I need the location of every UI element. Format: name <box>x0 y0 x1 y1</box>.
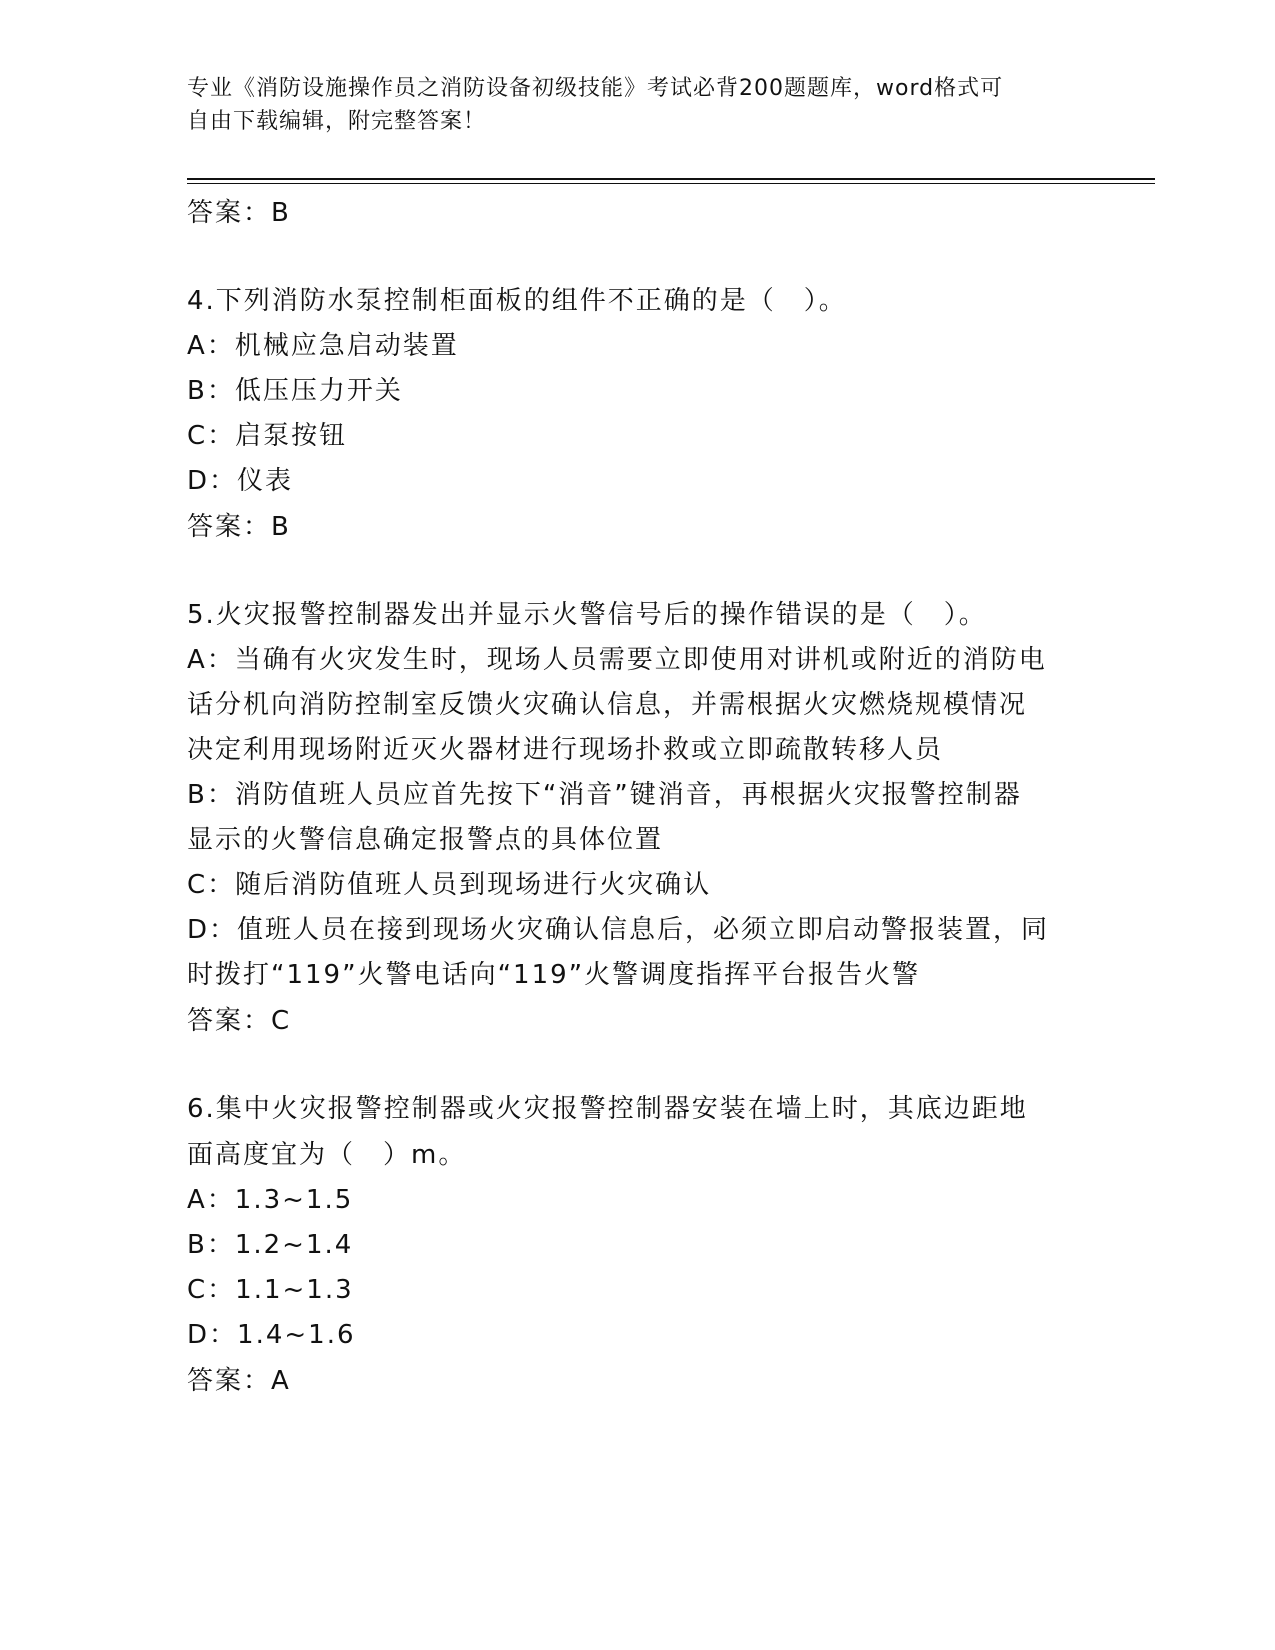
option-c: C：随后消防值班人员到现场进行火灾确认 <box>187 870 712 900</box>
question-4 <box>187 278 1087 550</box>
document-header <box>187 72 1077 138</box>
answer-line: 答案：B <box>187 512 291 542</box>
option-c: C：启泵按钮 <box>187 421 348 451</box>
question-stem: 5.火灾报警控制器发出并显示火警信号后的操作错误的是（ ）。 <box>187 600 987 630</box>
question-stem: 4.下列消防水泵控制柜面板的组件不正确的是（ ）。 <box>187 286 847 316</box>
header-divider-thin <box>187 183 1155 184</box>
option-b <box>187 773 1087 863</box>
option-a: A：1.3~1.5 <box>187 1185 354 1215</box>
option-d <box>187 908 1087 998</box>
option-text-line: 显示的火警信息确定报警点的具体位置 <box>187 825 664 855</box>
option-a: A：机械应急启动装置 <box>187 331 459 361</box>
question-6 <box>187 1086 1087 1404</box>
option-text-line: 时拨打“119”火警电话向“119”火警调度指挥平台报告火警 <box>187 960 921 990</box>
question-5 <box>187 592 1087 1044</box>
option-text-line: B：消防值班人员应首先按下“消音”键消音，再根据火灾报警控制器 <box>187 780 1022 810</box>
option-text-line: D：值班人员在接到现场火灾确认信息后，必须立即启动警报装置，同 <box>187 915 1050 945</box>
answer-line: 答案：C <box>187 1006 292 1036</box>
option-text-line: A：当确有火灾发生时，现场人员需要立即使用对讲机或附近的消防电 <box>187 645 1047 675</box>
option-text-line: 话分机向消防控制室反馈火灾确认信息，并需根据火灾燃烧规模情况 <box>187 690 1028 720</box>
answer-line: 答案：B <box>187 198 291 228</box>
option-text-line: 决定利用现场附近灭火器材进行现场扑救或立即疏散转移人员 <box>187 735 944 765</box>
option-b: B：低压压力开关 <box>187 376 403 406</box>
document-body <box>187 190 1087 1404</box>
option-c: C：1.1~1.3 <box>187 1275 354 1305</box>
option-a <box>187 638 1087 773</box>
header-line: 自由下载编辑，附完整答案！ <box>187 109 487 134</box>
option-b: B：1.2~1.4 <box>187 1230 354 1260</box>
question-stem: 6.集中火灾报警控制器或火灾报警控制器安装在墙上时，其底边距地 <box>187 1094 1028 1124</box>
answer-line: 答案：A <box>187 1366 291 1396</box>
option-d: D：1.4~1.6 <box>187 1320 356 1350</box>
header-divider <box>187 178 1155 180</box>
header-line: 专业《消防设施操作员之消防设备初级技能》考试必背200题题库，word格式可 <box>187 76 1004 101</box>
option-d: D：仪表 <box>187 466 294 496</box>
question-stem: 面高度宜为（ ）m。 <box>187 1140 467 1170</box>
